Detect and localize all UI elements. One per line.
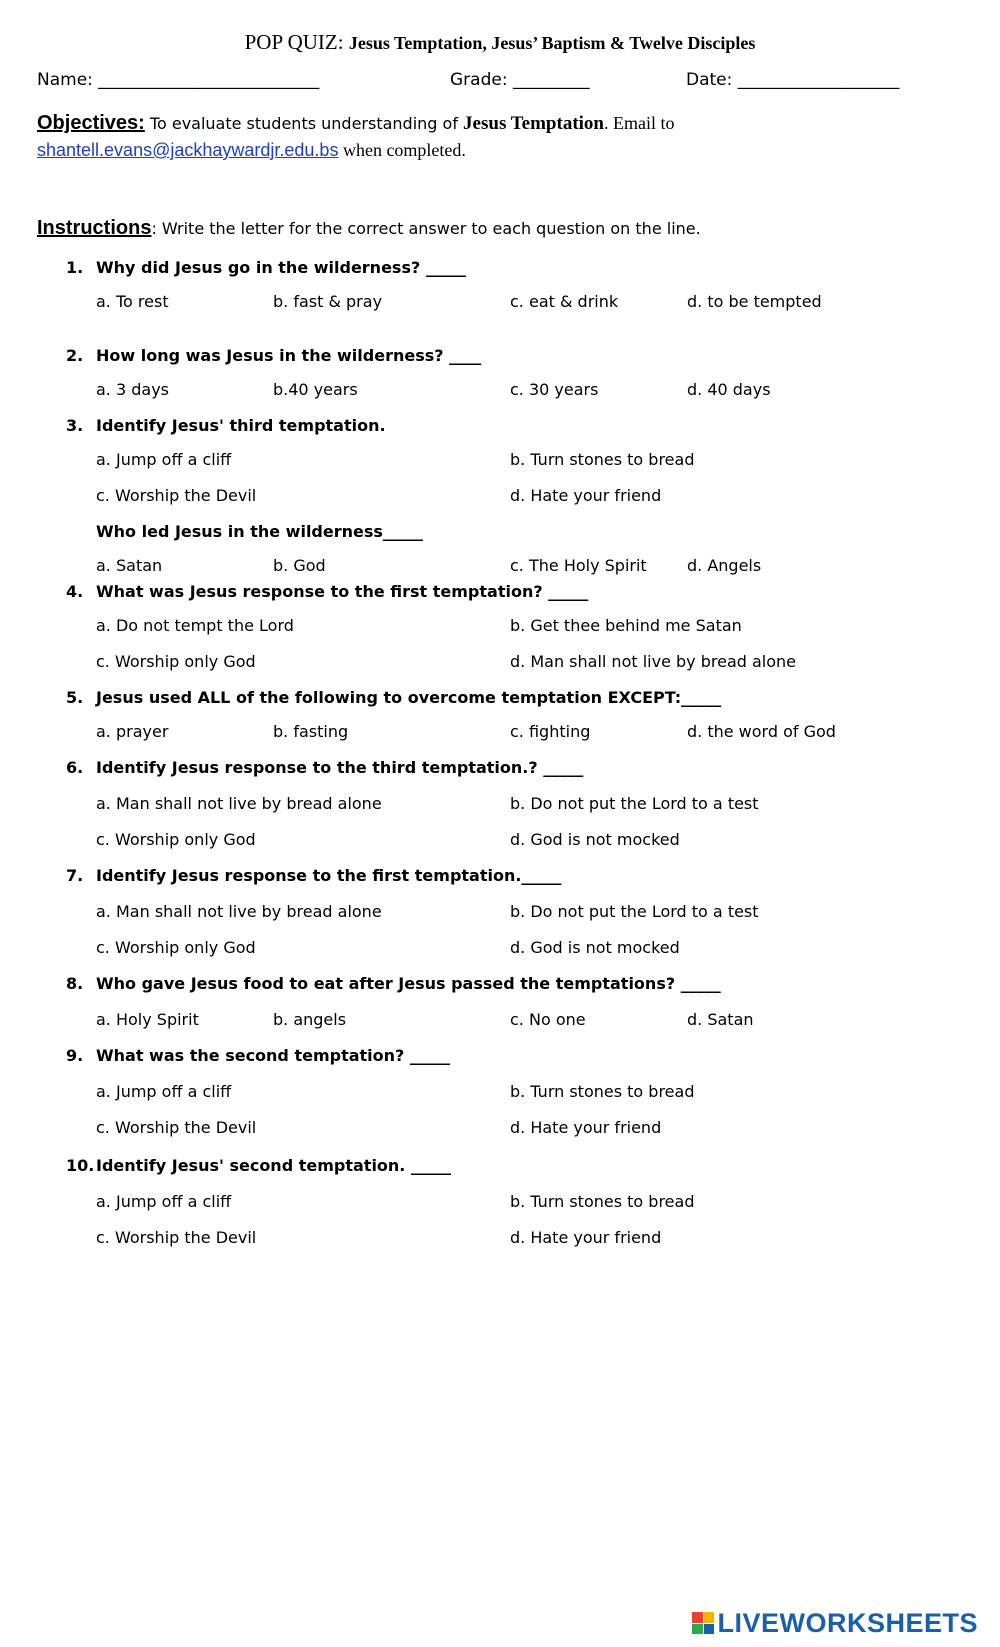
answer-option: d. Man shall not live by bread alone xyxy=(510,652,797,671)
question-text: Identify Jesus response to the third temptation.? _____ xyxy=(96,758,584,777)
question-text: Identify Jesus' second temptation. _____ xyxy=(96,1156,451,1175)
answer-option: b. Turn stones to bread xyxy=(510,1192,695,1211)
grade-field[interactable]: Grade: _________ xyxy=(450,70,590,90)
answer-option: b. Do not put the Lord to a test xyxy=(510,902,759,921)
answer-option: b. Get thee behind me Satan xyxy=(510,616,742,635)
answer-option: b. angels xyxy=(273,1010,347,1029)
question-text: Identify Jesus' third temptation. xyxy=(96,416,386,435)
objectives-text-3: when completed. xyxy=(338,140,466,160)
instructions xyxy=(37,217,701,240)
logo-text: LIVEWORKSHEETS xyxy=(717,1607,978,1638)
answer-option: b.40 years xyxy=(273,380,358,399)
answer-option: a. 3 days xyxy=(96,380,170,399)
question-text: What was Jesus response to the first temptation? _____ xyxy=(96,582,589,601)
question-number: 7. xyxy=(66,866,84,885)
question-text: Why did Jesus go in the wilderness? _____ xyxy=(96,258,466,277)
answer-option: b. God xyxy=(273,556,326,575)
answer-option: d. to be tempted xyxy=(687,292,822,311)
question-text: Who led Jesus in the wilderness_____ xyxy=(96,522,423,541)
question-text: Jesus used ALL of the following to overcome temptation EXCEPT:_____ xyxy=(96,688,722,707)
answer-option: c. eat & drink xyxy=(510,292,619,311)
answer-option: c. Worship the Devil xyxy=(96,486,257,505)
question-number: 1. xyxy=(66,258,84,277)
objectives-text-2: . Email to xyxy=(604,113,675,133)
objectives-text: To evaluate students understanding of xyxy=(144,114,464,133)
answer-option: a. Man shall not live by bread alone xyxy=(96,794,382,813)
question-number: 8. xyxy=(66,974,84,993)
answer-option: c. The Holy Spirit xyxy=(510,556,647,575)
answer-option: d. the word of God xyxy=(687,722,836,741)
answer-option: a. Jump off a cliff xyxy=(96,1082,232,1101)
answer-option: c. Worship only God xyxy=(96,652,256,671)
answer-option: b. fasting xyxy=(273,722,349,741)
answer-option: a. Jump off a cliff xyxy=(96,450,232,469)
question-text: What was the second temptation? _____ xyxy=(96,1046,450,1065)
answer-option: d. 40 days xyxy=(687,380,771,399)
answer-option: a. Holy Spirit xyxy=(96,1010,199,1029)
answer-option: b. Do not put the Lord to a test xyxy=(510,794,759,813)
name-field[interactable]: Name: __________________________ xyxy=(37,70,320,90)
answer-option: b. Turn stones to bread xyxy=(510,450,695,469)
answer-option: d. God is not mocked xyxy=(510,938,680,957)
answer-option: a. Jump off a cliff xyxy=(96,1192,232,1211)
question-number: 9. xyxy=(66,1046,84,1065)
email-link[interactable]: shantell.evans@jackhaywardjr.edu.bs xyxy=(37,140,339,160)
answer-option: c. Worship only God xyxy=(96,938,256,957)
answer-option: c. Worship only God xyxy=(96,830,256,849)
question-number: 4. xyxy=(66,582,84,601)
title-prefix: POP QUIZ: xyxy=(244,30,344,54)
answer-option: a. To rest xyxy=(96,292,169,311)
instructions-label: Instructions xyxy=(37,217,152,239)
question-text: How long was Jesus in the wilderness? ____ xyxy=(96,346,482,365)
page-title xyxy=(0,30,1000,55)
answer-option: d. Satan xyxy=(687,1010,754,1029)
answer-option: c. Worship the Devil xyxy=(96,1228,257,1247)
answer-option: a. prayer xyxy=(96,722,169,741)
question-number: 6. xyxy=(66,758,84,777)
answer-option: c. fighting xyxy=(510,722,591,741)
answer-option: c. 30 years xyxy=(510,380,599,399)
title-main: Jesus Temptation, Jesus’ Baptism & Twelve Disciples xyxy=(348,33,756,53)
answer-option: c. No one xyxy=(510,1010,586,1029)
question-number: 3. xyxy=(66,416,84,435)
instructions-text: : Write the letter for the correct answer to each question on the line. xyxy=(151,219,701,238)
answer-option: c. Worship the Devil xyxy=(96,1118,257,1137)
liveworksheets-logo xyxy=(692,1608,978,1638)
date-field[interactable]: Date: ___________________ xyxy=(686,70,900,90)
objectives-label: Objectives: xyxy=(37,112,145,134)
objectives-topic: Jesus Temptation xyxy=(463,113,604,134)
question-number: 5. xyxy=(66,688,84,707)
question-number: 2. xyxy=(66,346,84,365)
answer-option: a. Do not tempt the Lord xyxy=(96,616,294,635)
answer-option: d. Hate your friend xyxy=(510,1228,662,1247)
question-text: Who gave Jesus food to eat after Jesus passed the temptations? _____ xyxy=(96,974,721,993)
question-text: Identify Jesus response to the first temptation._____ xyxy=(96,866,562,885)
answer-option: b. Turn stones to bread xyxy=(510,1082,695,1101)
answer-option: d. Hate your friend xyxy=(510,1118,662,1137)
answer-option: d. God is not mocked xyxy=(510,830,680,849)
answer-option: b. fast & pray xyxy=(273,292,383,311)
answer-option: d. Angels xyxy=(687,556,762,575)
logo-mark-icon xyxy=(692,1612,714,1634)
answer-option: a. Satan xyxy=(96,556,163,575)
objectives xyxy=(37,110,937,164)
question-number: 10. xyxy=(66,1156,95,1175)
answer-option: d. Hate your friend xyxy=(510,486,662,505)
answer-option: a. Man shall not live by bread alone xyxy=(96,902,382,921)
